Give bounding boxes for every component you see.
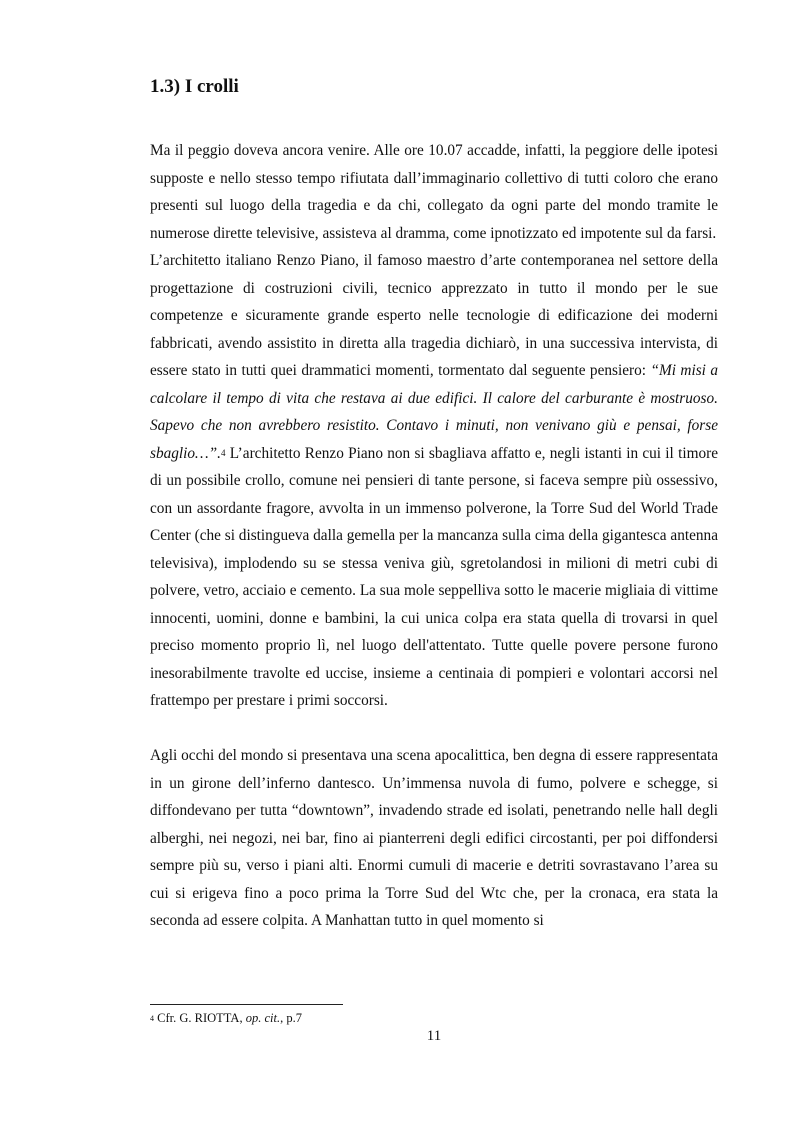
paragraph-apocalyptic-scene: Agli occhi del mondo si presentava una scena apocalittica, ben degna di essere rappresentata in un girone dell’inferno dantesco. Un’immensa nuvola di fumo, polvere e schegge, si diffondevano per tutta “downtown”, invadendo strade ed isolati, penetrando nelle hall degli alberghi, nei negozi, nei bar, fino ai pianterreni degli edifici circostanti, per poi diffondersi sempre più su, verso i piani alti. Enormi cumuli di macerie e detriti sovrastavano l’area su cui si erigeva fino a poco prima la Torre Sud del Wtc che, per la cronaca, era stata la seconda ad essere colpita. A Manhattan tutto in quel momento si xyxy=(150,747,718,929)
footnote-reference[interactable]: 4 xyxy=(220,447,226,458)
footnote-suffix: , p.7 xyxy=(280,1011,302,1025)
footnote-number: 4 xyxy=(150,1014,154,1023)
footnote-divider xyxy=(150,1004,343,1005)
paragraph-renzo-piano-rest: L’architetto Renzo Piano non si sbagliava affatto e, negli istanti in cui il timore di un possibile crollo, comune nei pensieri di tante persone, si faceva sempre più ossessivo, con un assordante fragore, avvolta in un immenso polverone, la Torre Sud del World Trade Center (che si distingueva dalla gemella per la mancanza sulla cima della gigantesca antenna televisiva), implodendo su se stessa veniva giù, sgretolandosi in milioni di metri cubi di polvere, vetro, acciaio e cemento. La sua mole seppelliva sotto le macerie migliaia di vittime innocenti, uomini, donne e bambini, la cui unica colpa era stata quella di trovarsi in quel preciso momento proprio lì, nel luogo dell'attentato. Tutte quelle povere persone furono inesorabilmente travolte ed uccise, insieme a centinaia di pompieri e volontari accorsi nel frattempo per prestare i primi soccorsi. xyxy=(150,444,718,709)
page-number: 11 xyxy=(426,1028,442,1044)
footnote xyxy=(150,1010,302,1026)
body-text xyxy=(150,137,718,935)
paragraph-renzo-piano-intro: L’architetto italiano Renzo Piano, il famoso maestro d’arte contemporanea nel settore della progettazione di costruzioni civili, tecnico apprezzato in tutto il mondo per le sue competenze e sicuramente grande esperto nelle tecnologie di edificazione dei moderni fabbricati, avendo assistito in diretta alla tragedia dichiarò, in una successiva intervista, di essere stato in tutti quei drammatici momenti, tormentato dal seguente pensiero: xyxy=(150,252,718,379)
paragraph-renzo-piano xyxy=(150,247,718,715)
renzo-piano-quote: “Mi misi a calcolare il tempo di vita che restava ai due edifici. Il calore del carburante è mostruoso. Sapevo che non avrebbero resistito. Contavo i minuti, non venivano giù e pensai, forse sbaglio…”. xyxy=(150,362,718,462)
section-heading: 1.3) I crolli xyxy=(150,76,239,97)
footnote-op-cit: op. cit. xyxy=(245,1011,281,1025)
paragraph-intro: Ma il peggio doveva ancora venire. Alle ore 10.07 accadde, infatti, la peggiore delle ipotesi supposte e nello stesso tempo rifiutata dall’immaginario collettivo di tutti coloro che erano presenti sul luogo della tragedia e da chi, collegato da ogni parte del mondo tramite le numerose dirette televisive, assisteva al dramma, come ipnotizzato ed impotente sul da farsi. xyxy=(150,142,718,242)
footnote-prefix: Cfr. G. RIOTTA, xyxy=(154,1011,246,1025)
